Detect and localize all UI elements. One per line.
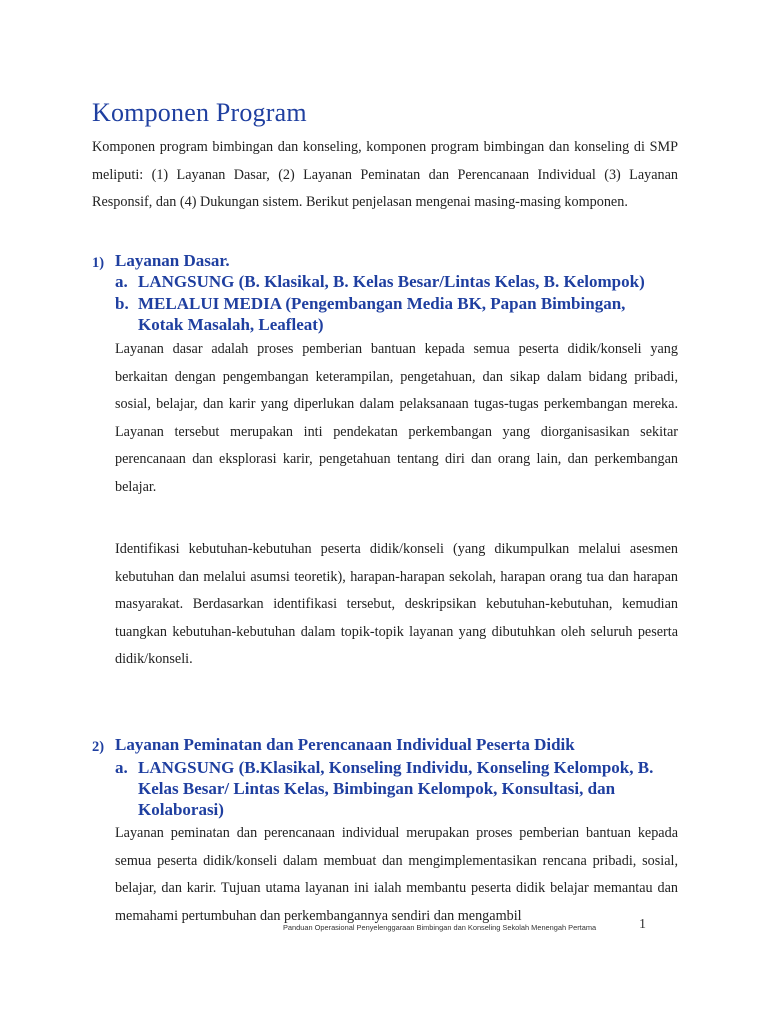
page-number: 1 [639,917,646,932]
section-2-number: 2) [92,739,105,755]
section-2-item-a [115,757,655,820]
item-text: MELALUI MEDIA (Pengembangan Media BK, Papan Bimbingan, Kotak Masalah, Leafleat) [138,294,626,334]
section-1-paragraph-2: Identifikasi kebutuhan-kebutuhan peserta didik/konseli (yang dikumpulkan melalui asesmen kebutuhan dan melalui asumsi teoretik), harapan-harapan sekolah, harapan orang tua dan harapan masyarakat. Berdasarkan identifikasi tersebut, deskripsikan kebutuhan-kebutuhan, kemudian tuangkan kebutuhan-kebutuhan dalam topik-topik layanan yang dibutuhkan oleh seluruh peserta didik/konseli. [115,541,678,668]
section-1-number: 1) [92,255,105,271]
section-2-title: Layanan Peminatan dan Perencanaan Individual Peserta Didik [115,735,575,754]
item-text: LANGSUNG (B.Klasikal, Konseling Individu, Konseling Kelompok, B. Kelas Besar/ Lintas Kelas, Bimbingan Kelompok, Konsultasi, dan Kolaborasi) [138,758,654,819]
item-marker: a. [115,758,128,777]
section-1-paragraph-1: Layanan dasar adalah proses pemberian bantuan kepada semua peserta didik/konseli yang berkaitan dengan pengembangan keterampilan, pengetahuan, dan sikap dalam bidang pribadi, sosial, belajar, dan karir yang diperlukan dalam pelaksanaan tugas-tugas perkembangan mereka. Layanan tersebut merupakan inti pendekatan perkembangan yang diorganisasikan sekitar perencanaan dan eksplorasi karir, pengetahuan tentang diri dan orang lain, dan perkembangan belajar. [115,341,678,495]
intro-paragraph: Komponen program bimbingan dan konseling, komponen program bimbingan dan konseling di SMP meliputi: (1) Layanan Dasar, (2) Layanan Peminatan dan Perencanaan Individual (3) Layanan Responsif, dan (4) Dukungan sistem. Berikut penjelasan mengenai masing-masing komponen. [92,139,678,211]
section-1-item-b [115,293,655,335]
item-marker: b. [115,294,129,313]
page-footer: Panduan Operasional Penyelenggaraan Bimbingan dan Konseling Sekolah Menengah Pertama [283,923,597,932]
item-text: LANGSUNG (B. Klasikal, B. Kelas Besar/Lintas Kelas, B. Kelompok) [138,272,645,291]
page-title: Komponen Program [92,98,307,127]
item-marker: a. [115,272,128,291]
section-2-paragraph-1: Layanan peminatan dan perencanaan individual merupakan proses pemberian bantuan kepada semua peserta didik/konseli dalam membuat dan mengimplementasikan rencana pribadi, sosial, belajar, dan karir. Tujuan utama layanan ini ialah membantu peserta didik belajar memantau dan memahami pertumbuhan dan perkembangannya sendiri dan mengambil [115,825,678,924]
section-1-title: Layanan Dasar. [115,251,230,270]
section-1-item-a [115,271,675,292]
